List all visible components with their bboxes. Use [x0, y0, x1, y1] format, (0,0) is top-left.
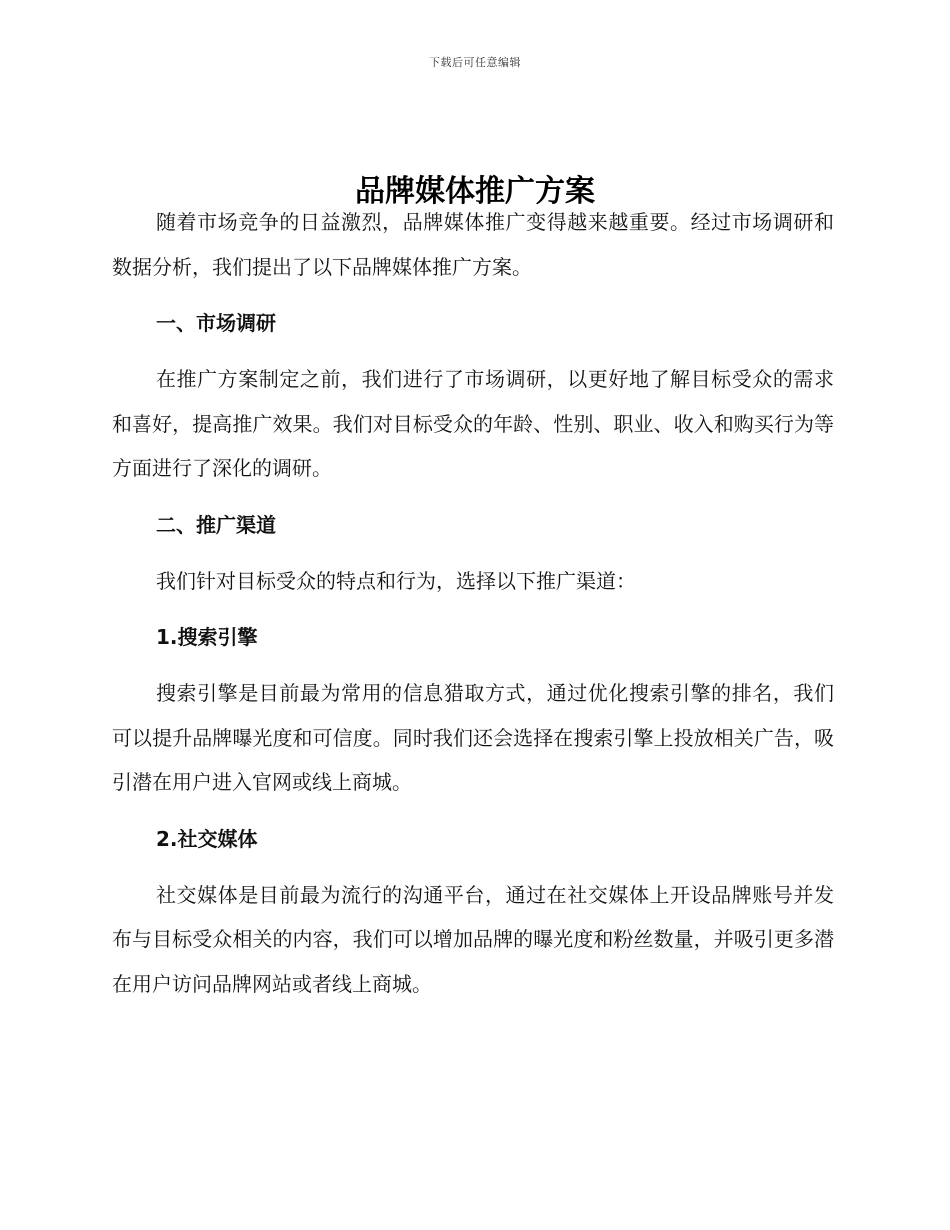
subheading-search-engine: 1.搜索引擎 — [156, 625, 258, 649]
search-engine-paragraph: 搜索引擎是目前最为常用的信息猎取方式，通过优化搜索引擎的排名，我们可以提升品牌曝光度和可信度。同时我们还会选择在搜索引擎上投放相关广告，吸引潜在用户进入官网或线上商城。 — [112, 681, 834, 794]
document-body — [112, 200, 834, 1006]
section-heading-market-research: 一、市场调研 — [156, 311, 276, 335]
intro-paragraph: 随着市场竞争的日益激烈，品牌媒体推广变得越来越重要。经过市场调研和数据分析，我们提出了以下品牌媒体推广方案。 — [112, 210, 834, 279]
subheading-social-media: 2.社交媒体 — [156, 826, 258, 851]
header-note: 下载后可任意编辑 — [429, 56, 521, 69]
promotion-channels-paragraph: 我们针对目标受众的特点和行为，选择以下推广渠道： — [156, 568, 636, 593]
market-research-paragraph: 在推广方案制定之前，我们进行了市场调研，以更好地了解目标受众的需求和喜好，提高推广效果。我们对目标受众的年龄、性别、职业、收入和购买行为等方面进行了深化的调研。 — [112, 367, 834, 480]
document-title: 品牌媒体推广方案 — [355, 174, 595, 210]
section-heading-promotion-channels: 二、推广渠道 — [156, 512, 276, 537]
social-media-paragraph: 社交媒体是目前最为流行的沟通平台，通过在社交媒体上开设品牌账号并发布与目标受众相关的内容，我们可以增加品牌的曝光度和粉丝数量，并吸引更多潜在用户访问品牌网站或者线上商城。 — [112, 882, 834, 996]
